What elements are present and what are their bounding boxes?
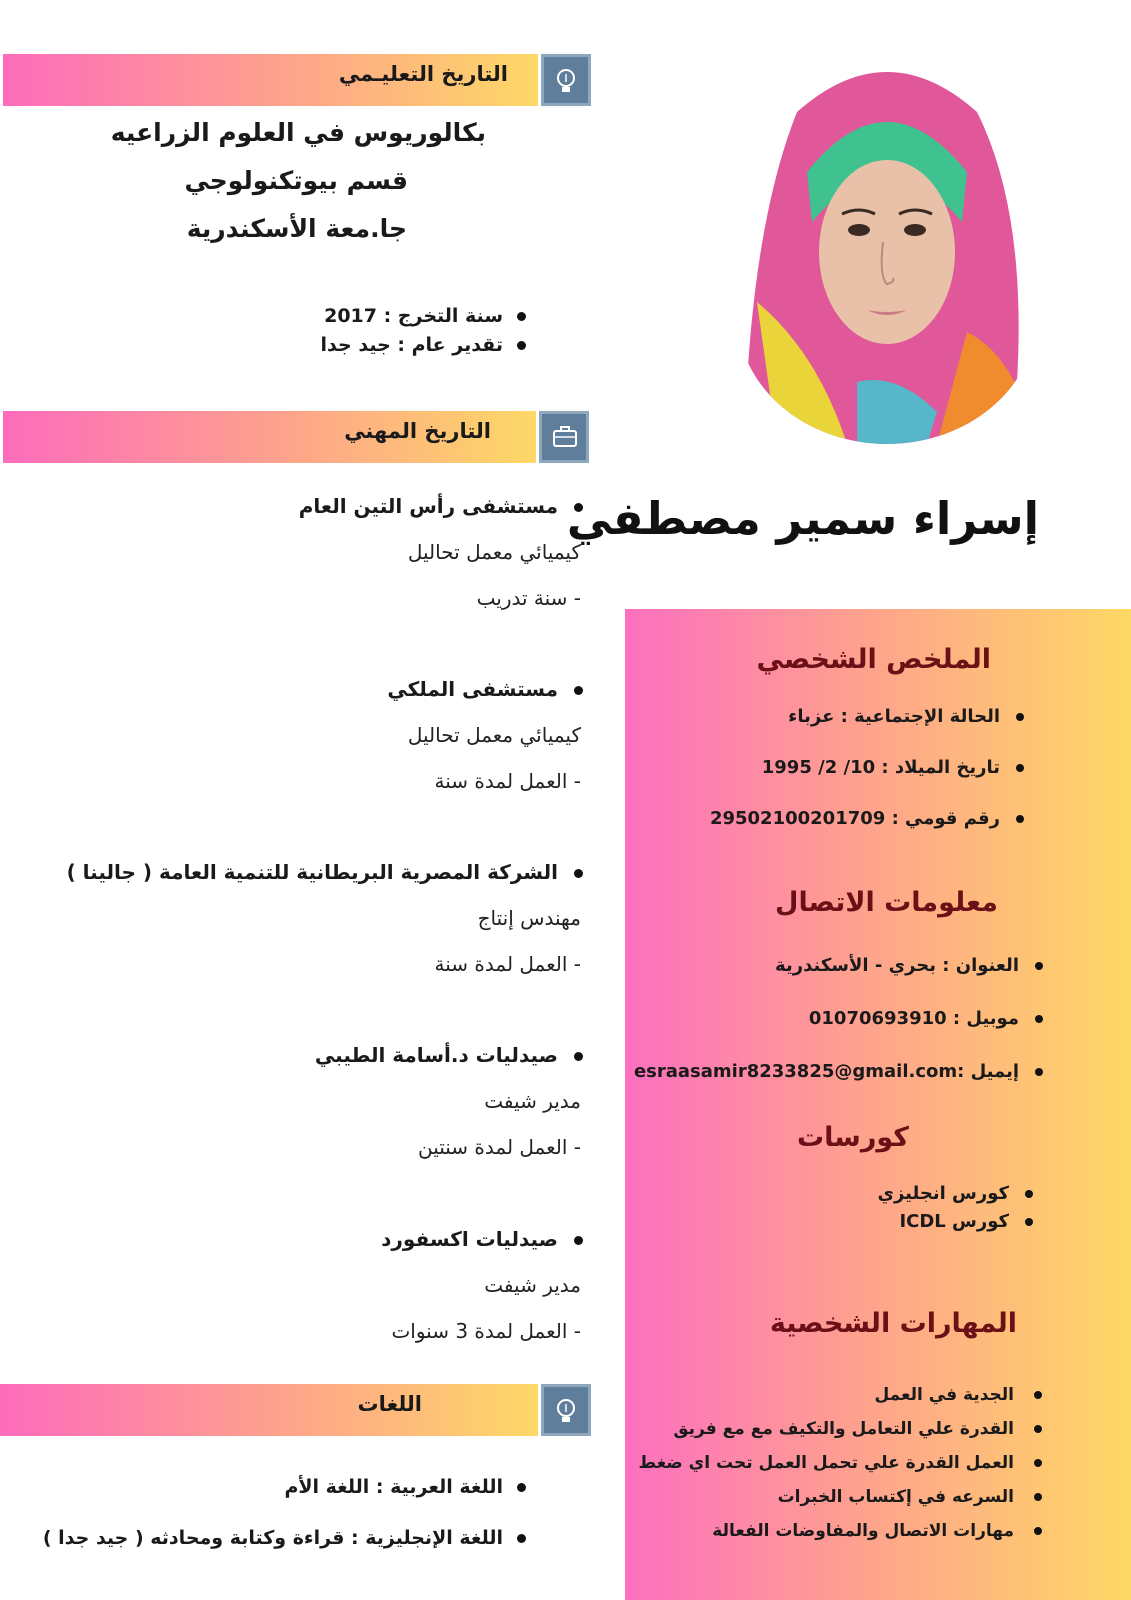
languages-header-bar	[0, 1384, 538, 1436]
courses-title: كورسات	[797, 1122, 909, 1153]
job-2-duration: - العمل لمدة سنة	[434, 769, 581, 793]
graduation-year: سنة التخرج : 2017	[324, 305, 526, 327]
summary-birth-date: تاريخ الميلاد : 10/ 2/ 1995	[762, 757, 1024, 778]
department-line: قسم بيوتكنولوجي	[184, 166, 408, 195]
job-3-place: الشركة المصرية البريطانية للتنمية العامة ( جالينا )	[67, 860, 583, 884]
job-3-role: مهندس إنتاج	[477, 906, 581, 930]
skill-item: السرعه في إكتساب الخبرات	[778, 1487, 1042, 1507]
job-3-duration: - العمل لمدة سنة	[434, 952, 581, 976]
job-5-duration: - العمل لمدة 3 سنوات	[391, 1319, 581, 1343]
summary-title: الملخص الشخصي	[756, 644, 991, 675]
job-2-role: كيميائي معمل تحاليل	[407, 723, 581, 747]
job-5-place: صيدليات اكسفورد	[381, 1227, 583, 1251]
degree-line: بكالوريوس في العلوم الزراعيه	[110, 118, 486, 147]
skill-item: مهارات الاتصال والمفاوضات الفعالة	[712, 1521, 1042, 1541]
skill-item: الجدية في العمل	[874, 1385, 1042, 1405]
contact-address: العنوان : بحري - الأسكندرية	[775, 955, 1043, 976]
overall-grade: تقدير عام : جيد جدا	[321, 334, 526, 356]
job-4-place: صيدليات د.أسامة الطيبي	[315, 1043, 583, 1067]
language-arabic: اللغة العربية : اللغة الأم	[284, 1476, 526, 1498]
skill-item: العمل القدرة علي تحمل العمل تحت اي ضغط	[639, 1453, 1043, 1473]
profile-photo	[737, 52, 1037, 444]
course-icdl: كورس ICDL	[899, 1211, 1033, 1232]
person-name: إسراء سمير مصطفي	[566, 492, 1039, 545]
skill-item: القدرة علي التعامل والتكيف مع مع فريق	[673, 1419, 1042, 1439]
job-4-duration: - العمل لمدة سنتين	[417, 1135, 581, 1159]
summary-national-id: رقم قومي : 29502100201709	[710, 808, 1024, 829]
career-title: التاريخ المهني	[344, 419, 491, 443]
job-1-duration: - سنة تدريب	[476, 586, 581, 610]
job-5-role: مدير شيفت	[484, 1273, 581, 1297]
job-1-role: كيميائي معمل تحاليل	[407, 540, 581, 564]
skills-title: المهارات الشخصية	[769, 1308, 1017, 1339]
contact-title: معلومات الاتصال	[775, 887, 998, 918]
course-english: كورس انجليزي	[877, 1183, 1033, 1204]
job-1-place: مستشفى رأس التين العام	[299, 494, 583, 518]
education-title: التاريخ التعليـمي	[338, 62, 508, 86]
career-header-bar	[3, 411, 536, 463]
lightbulb-icon	[541, 54, 591, 106]
summary-marital-status: الحالة الإجتماعية : عزباء	[788, 706, 1024, 727]
university-line: جا.معة الأسكندرية	[186, 214, 407, 243]
languages-title: اللغات	[357, 1392, 422, 1416]
job-2-place: مستشفى الملكي	[387, 677, 583, 701]
job-4-role: مدير شيفت	[484, 1089, 581, 1113]
education-header-bar	[3, 54, 538, 106]
language-english: اللغة الإنجليزية : قراءة وكتابة ومحادثه ( جيد جدا )	[43, 1527, 526, 1549]
contact-email: إيميل :esraasamir8233825@gmail.com	[634, 1061, 1043, 1082]
contact-mobile: موبيل : 01070693910	[809, 1008, 1043, 1029]
briefcase-icon	[539, 411, 589, 463]
lightbulb-icon	[541, 1384, 591, 1436]
